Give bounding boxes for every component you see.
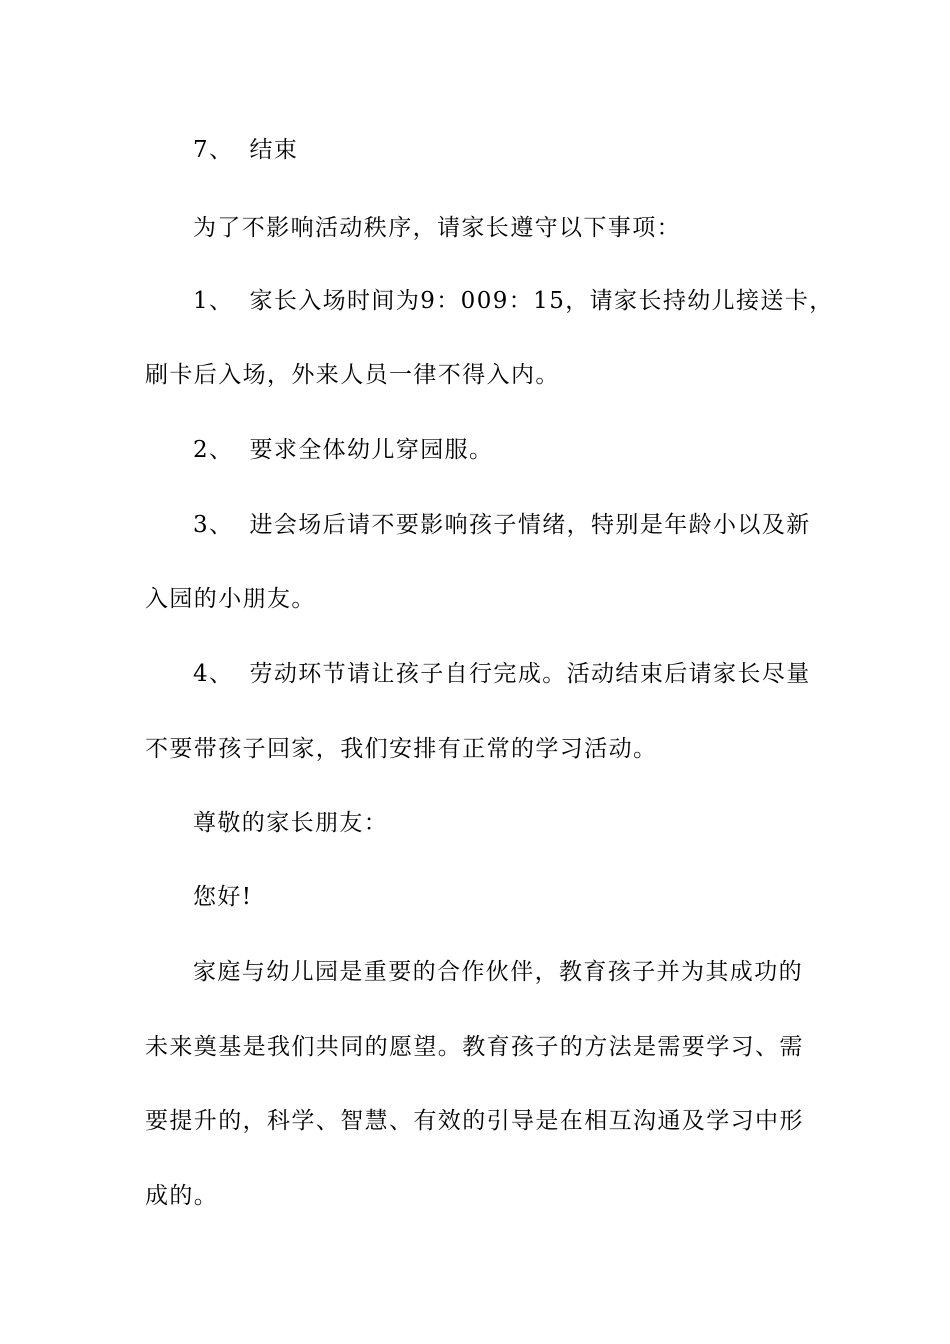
paragraph-line	[145, 1029, 815, 1065]
item-number: 4、	[193, 661, 234, 687]
item-number: 1、	[193, 288, 234, 314]
paragraph-line	[145, 581, 815, 617]
list-item	[193, 507, 815, 543]
item-number: 2、	[193, 437, 234, 463]
paragraph-text: 不要带孩子回家，我们安排有正常的学习活动。	[145, 736, 658, 762]
paragraph-line	[145, 357, 815, 393]
item-text: 要求全体幼儿穿园服。	[249, 437, 494, 463]
paragraph-text: 您好!	[193, 884, 253, 910]
paragraph-line	[193, 954, 815, 990]
list-item	[193, 283, 834, 319]
item-text: 进会场后请不要影响孩子情绪，特别是年龄小以及新	[249, 512, 811, 538]
list-item	[193, 132, 815, 168]
paragraph-text: 入园的小朋友。	[145, 586, 316, 612]
paragraph-line	[145, 1103, 815, 1139]
item-number: 3、	[193, 512, 234, 538]
greeting	[193, 879, 815, 915]
paragraph-text: 为了不影响活动秩序，请家长遵守以下事项：	[193, 215, 681, 241]
item-text: 结束	[249, 137, 299, 163]
item-text: 家长入场时间为9：009：15，请家长持幼儿接送卡，	[249, 288, 834, 314]
item-number: 7、	[193, 137, 234, 163]
salutation	[193, 805, 815, 841]
paragraph-text: 刷卡后入场，外来人员一律不得入内。	[145, 362, 560, 388]
paragraph-line	[145, 731, 815, 767]
paragraph-text: 成的。	[145, 1183, 219, 1209]
paragraph-text: 未来奠基是我们共同的愿望。教育孩子的方法是需要学习、需	[145, 1034, 804, 1060]
list-item	[193, 656, 815, 692]
paragraph-line	[145, 1178, 815, 1214]
item-text: 劳动环节请让孩子自行完成。活动结束后请家长尽量	[249, 661, 811, 687]
paragraph-text: 要提升的，科学、智慧、有效的引导是在相互沟通及学习中形	[145, 1108, 804, 1134]
paragraph-text: 尊敬的家长朋友：	[193, 810, 389, 836]
paragraph-line	[193, 210, 815, 246]
paragraph-text: 家庭与幼儿园是重要的合作伙伴，教育孩子并为其成功的	[193, 959, 803, 985]
list-item	[193, 432, 815, 468]
